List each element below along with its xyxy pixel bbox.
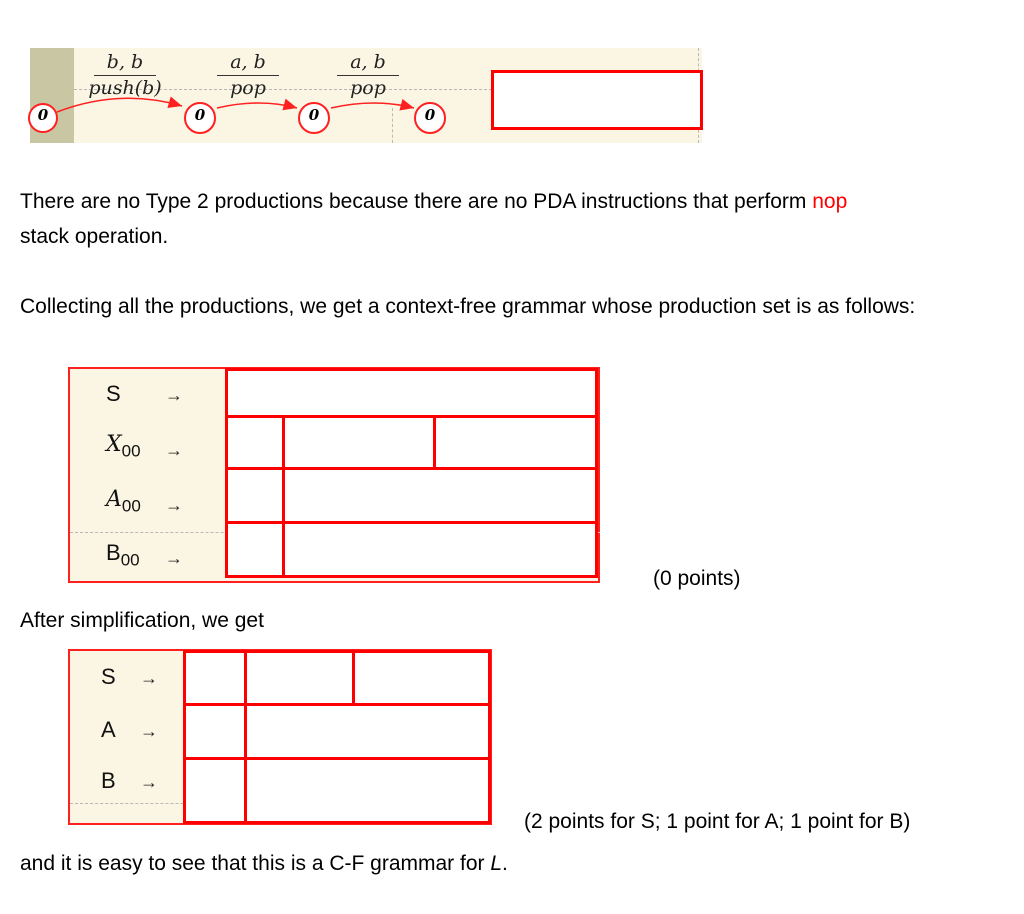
arrow: → [165,440,183,460]
answer-box[interactable] [433,415,598,470]
transition-input: b, b [106,51,144,73]
production-lhs: $X_{00}$ [106,432,141,461]
arrow: → [140,721,158,741]
points-note-1: (0 points) [653,567,741,590]
transition-label [203,52,293,98]
language-variable: L [490,852,503,875]
answer-box[interactable] [225,521,285,578]
answer-box[interactable] [491,70,703,130]
state-label: 0 [194,106,206,124]
transition-label [80,52,170,98]
production-lhs: $A_{00}$ [106,487,141,516]
answer-box[interactable] [244,703,491,760]
transition-action: pop [230,77,266,99]
points-note-2: (2 points for S; 1 point for A; 1 point for B) [524,810,911,833]
answer-box[interactable] [282,467,598,524]
arrow: → [165,548,183,568]
transition-input: a, b [350,51,386,73]
answer-box[interactable] [352,650,491,706]
production-lhs: S [101,664,116,689]
answer-box[interactable] [183,757,247,824]
paragraph-text: There are no Type 2 productions because there are no PDA instructions that perform [20,190,813,213]
answer-box[interactable] [183,650,247,706]
answer-box[interactable] [225,467,285,524]
answer-box[interactable] [183,703,247,760]
closing-sentence [20,846,508,881]
closing-text: and it is easy to see that this is a C-F grammar for [20,852,491,875]
arrow: → [165,385,183,405]
transition-action: push(b) [88,77,162,99]
state-label: 0 [424,106,436,124]
paragraph-simplification: After simplification, we get [20,609,264,632]
transition-edge-1 [57,98,182,112]
answer-box[interactable] [244,650,355,706]
answer-box[interactable] [225,368,598,418]
state-label: 0 [308,106,320,124]
transition-input: a, b [230,51,266,73]
transition-label [323,52,413,98]
answer-box[interactable] [244,757,491,824]
production-lhs: S [106,381,121,406]
transition-edge-3 [331,103,414,108]
answer-box[interactable] [282,521,598,578]
arrow: → [140,772,158,792]
transition-edge-2 [217,103,297,108]
paragraph-type2 [20,184,980,254]
production-lhs: $B_{00}$ [106,540,140,570]
answer-box[interactable] [225,415,285,470]
arrow: → [140,668,158,688]
answer-box[interactable] [282,415,436,470]
paragraph-collecting: Collecting all the productions, we get a context-free grammar whose production set is as follows: [20,295,916,318]
arrow: → [165,495,183,515]
paragraph-text: stack operation. [20,225,169,248]
production-lhs: B [101,768,116,793]
nop-keyword: nop [812,190,848,213]
state-label: 0 [37,106,49,124]
production-lhs: A [101,717,116,742]
closing-text: . [502,852,508,875]
transition-action: pop [350,77,386,99]
